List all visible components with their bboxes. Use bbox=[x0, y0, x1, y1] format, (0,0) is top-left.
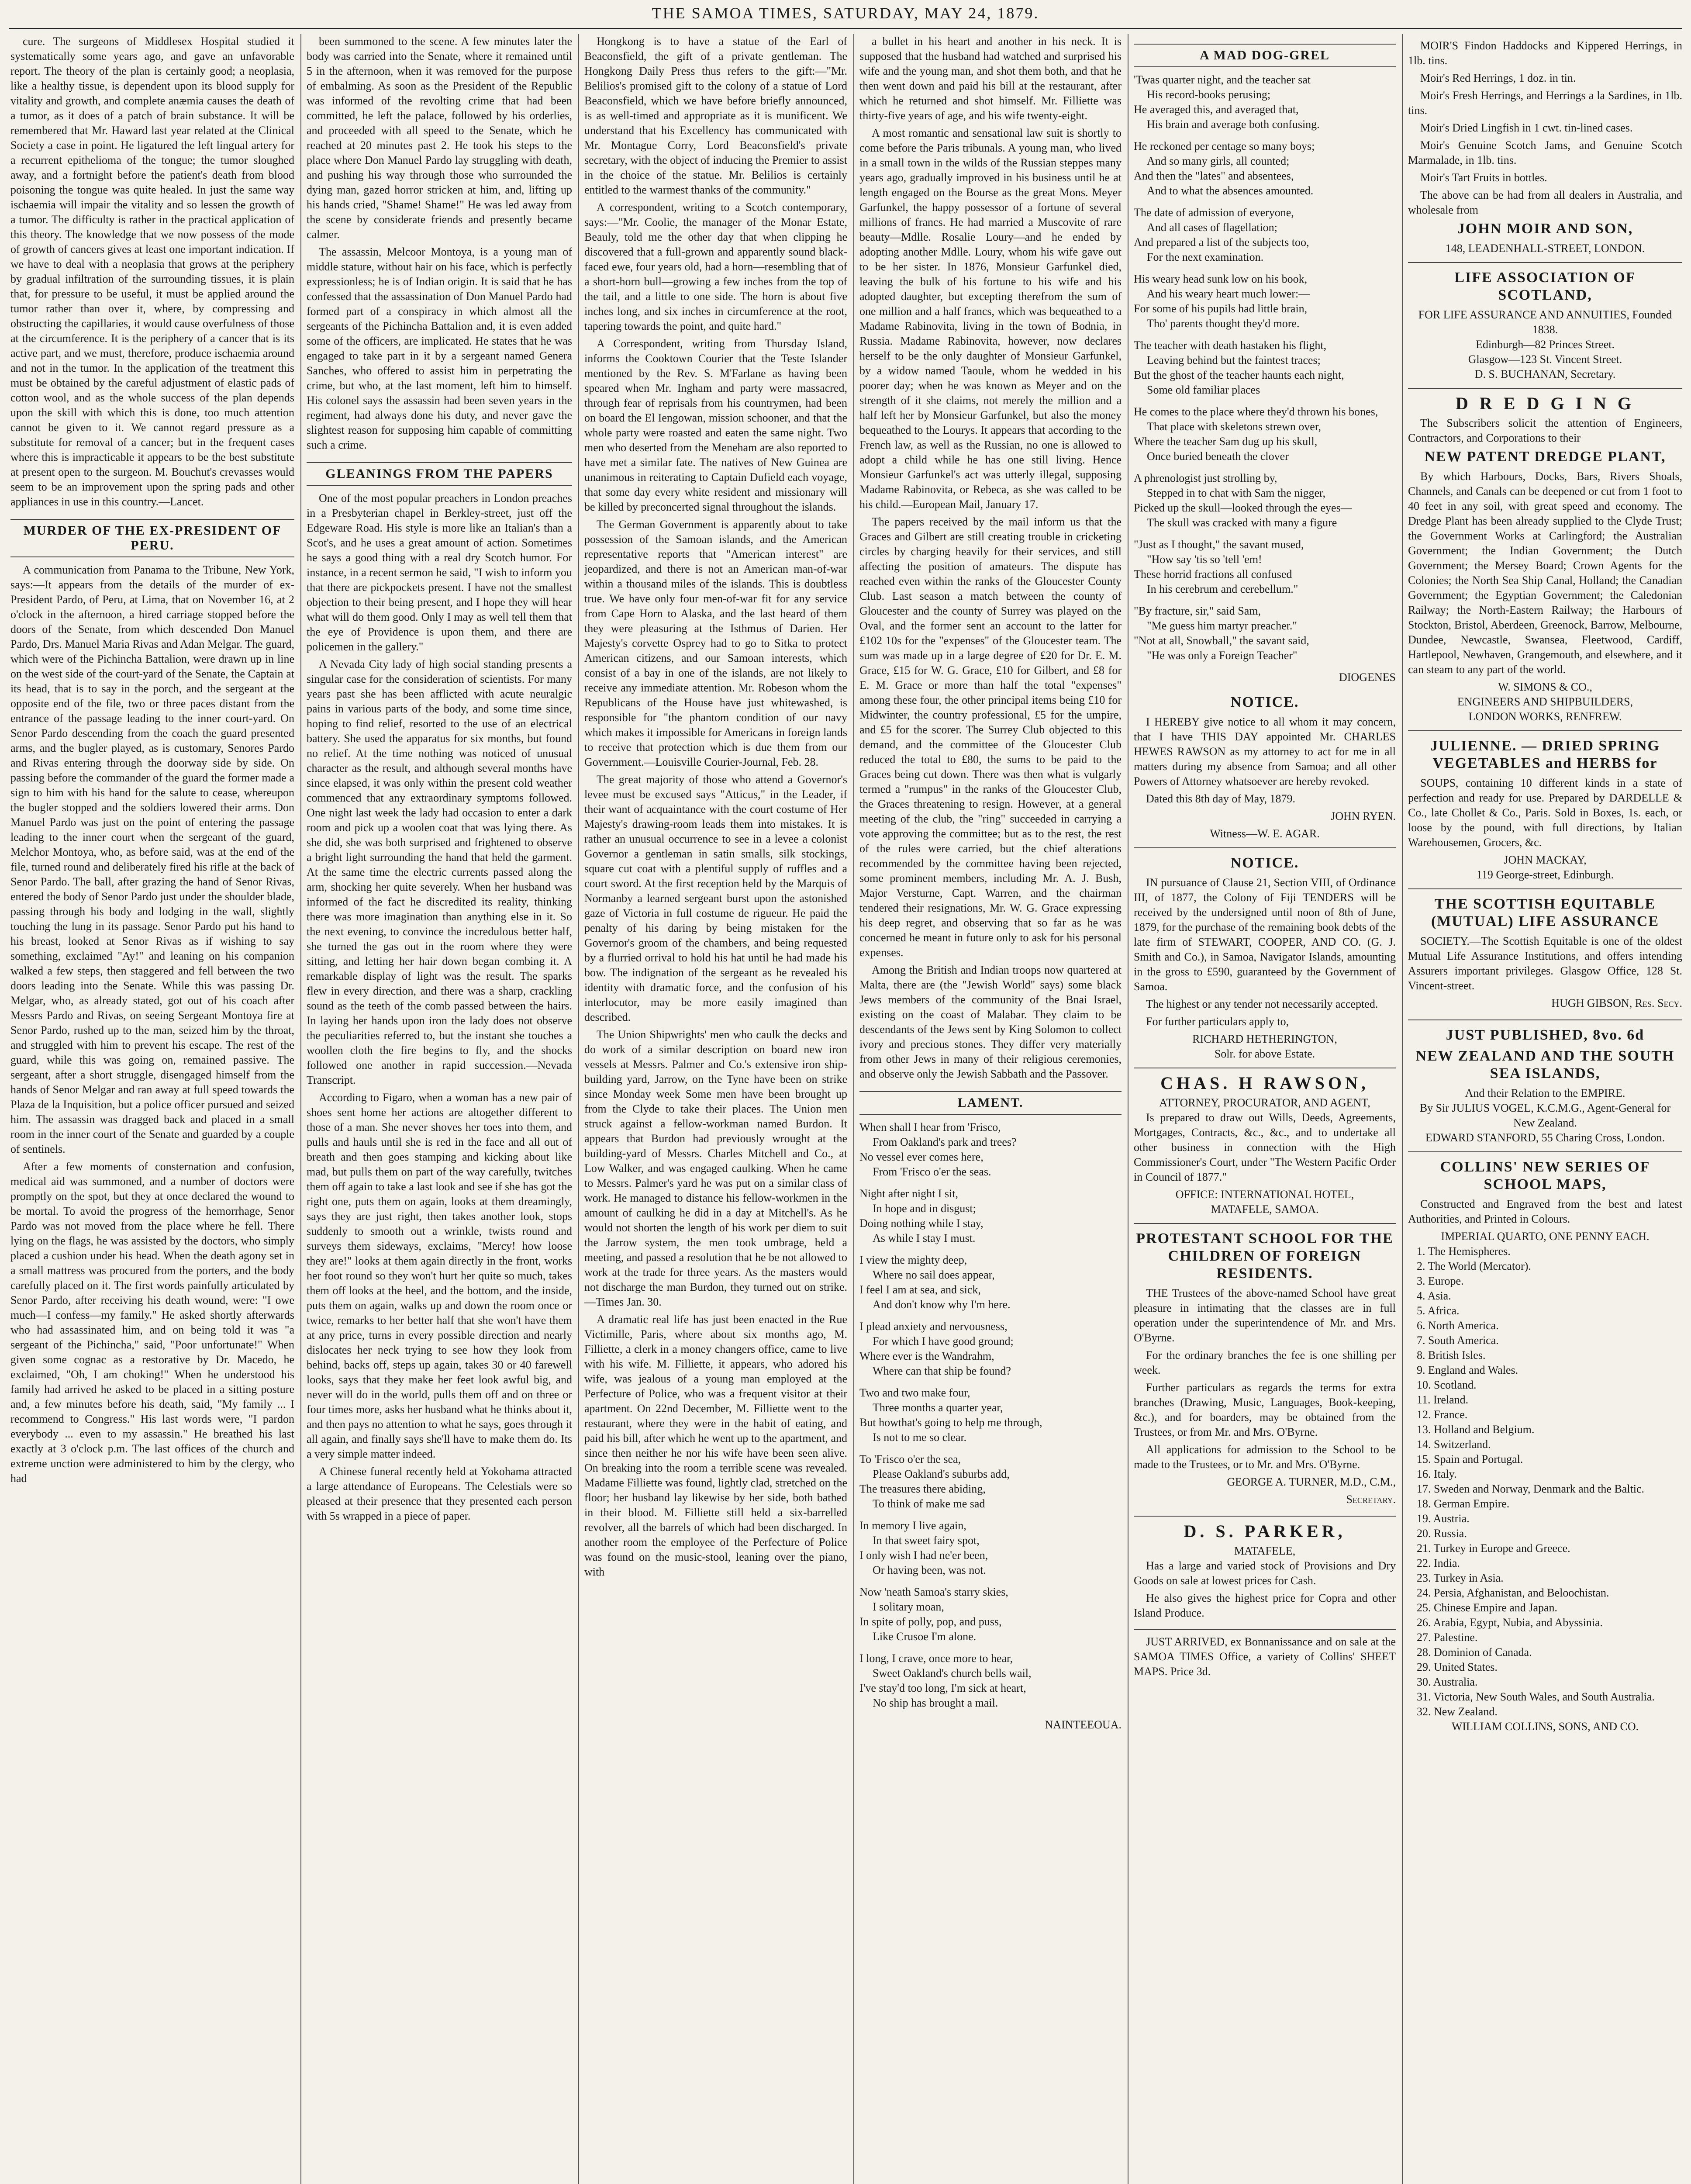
ad-address: Edinburgh—82 Princes Street. bbox=[1476, 338, 1615, 351]
poem-line: When shall I hear from 'Frisco, bbox=[859, 1121, 1001, 1133]
poem-line: The teacher with death hastaken his flight, bbox=[1134, 339, 1327, 352]
column-3 bbox=[584, 34, 847, 2184]
map-list-item: 10. Scotland. bbox=[1417, 1379, 1477, 1391]
murder-paragraph: A communication from Panama to the Tribune, New York, says:—It appears from the details of the murder of ex-President Pardo, of Peru, at Lima, that on November 16, at 2 o'clock in the afternoon, a hired carriage stopped before the doors of the Senate, from which descended Don Manuel Pardo, Drs. Manuel Maria Rivas and Adan Melgar. The guard, which were of the Pichincha Battalion, were drawn up in line on the west side of the court-yard of the Senate, the Captain at its head, that is to say in the porch, and the sergeant at the opposite end of the file, two or three paces distant from the entrance of the passage leading to the inner court-yard. On Senor Pardo descending from the coach the guard presented arms, and the bugler played, as is customary, Senores Pardo and Rivas entering through the doorway side by side. On passing before the commander of the guard the former made a sign to him with his hand for the salute to cease, whereupon the bugler stopped and the soldiers lowered their arms. Don Manuel Pardo was just on the point of entering the passage leading to the inner court when the sergeant of the guard, Melchor Montoya, who, as before said, was at the end of the file, turned round and deliberately fired his rifle at the back of Senor Pardo. The ball, after grazing the hand of Senor Rivas, entered the body of Senor Pardo just under the shoulder blade, passing through his body and lodging in the wall, slightly touching the lung in its passage. Senor Pardo put his hand to his breast, looked at Senor Rivas as if wishing to say something, exclaimed "Ay!" and leaning on his companion walked a few steps, then staggered and fell between the two doors leading into the Senate. While this was passing Dr. Melgar, who, as already stated, got out of his coach after Messrs Pardo and Rivas, on seeing Sergeant Montoya fire at Senor Pardo, rushed up to the man, seized him by the throat, and struggled with him to prevent his escape. The rest of the guard, while this was going on, remained passive. The sergeant, after a short struggle, disengaged himself from the hands of Senor Melgar and ran away at full speed towards the Plaza de la Inquisition, but a police officer pursued and seized him. The assassin was dragged back and placed in a small room in the inner court of the Senate and guarded by a couple of sentinels. bbox=[10, 563, 294, 1155]
ad-signature: HUGH GIBSON, Res. Secy. bbox=[1551, 997, 1682, 1009]
ad-title: COLLINS' NEW SERIES OF SCHOOL MAPS, bbox=[1440, 1159, 1650, 1192]
murder-headline: MURDER OF THE EX-PRESIDENT OF PERU. bbox=[10, 519, 294, 557]
cancer-article-text: cure. The surgeons of Middlesex Hospital studied it systematically some years ago, and gave an unfavorable report. The theory of the plan is certainly good; a neoplasia, like a healthy tissue, is dependent upon its blood supply for vitality and growth, and complete anæmia causes the death of a tumor, as it does of a patch of brain substance. It will be remembered that Mr. Haward last year related at the Clinical Society a case in point. He ligatured the left lingual artery for a recurrent epithelioma of the tongue; the tumor sloughed away, and a fortnight before the patient's death from blood poisoning the tongue was quite healed. In just the same way ischaemia will impair the vitality and so lessen the growth of a tumor. The difficulty is rather in the practical application of this theory. The knowledge that we now possess of the mode of growth of cancers gives at least one important indication. If we have to deal with a neoplasia that grows at the periphery by gradual infiltration of the surrounding tissues, it is plain that, for pressure to be useful, it must be applied around the tumor rather than over it, where, by compressing and obstructing the capillaries, it would cause overfulness of those at the circumference. It is the periphery of a cancer that is its active part, and we must, therefore, produce ischaemia around and not in the tumor. In the application of the treatment this must be obtained by the careful adjustment of elastic pads of cotton wool, and as the whole success of the plan depends upon the skill with which this is done, too much attention cannot be given to it. We cannot regard pressure as a substitute for removal of a cancer; but in the frequent cases where this is impracticable it appears to be the best substitute at present open to the surgeon. M. Bouchut's crevasses would seem to be an improvement upon the spring pads and other appliances in use in this country.—Lancet. bbox=[10, 35, 294, 508]
poem-line: Please Oakland's suburbs add, bbox=[873, 1468, 1010, 1480]
map-list-item: 2. The World (Mercator). bbox=[1417, 1260, 1531, 1272]
stanza-gap bbox=[859, 1711, 1122, 1717]
ad-title: THE SCOTTISH EQUITABLE (MUTUAL) LIFE ASSURANCE bbox=[1431, 896, 1660, 930]
map-list-item: 26. Arabia, Egypt, Nubia, and Abyssinia. bbox=[1417, 1616, 1603, 1629]
poem-line: And don't know why I'm here. bbox=[873, 1298, 1011, 1311]
map-list-item: 25. Chinese Empire and Japan. bbox=[1417, 1601, 1558, 1614]
map-list-item: 11. Ireland. bbox=[1417, 1393, 1469, 1406]
ad-title: D. S. PARKER, bbox=[1184, 1521, 1346, 1541]
map-list-item: 22. India. bbox=[1417, 1557, 1460, 1569]
ad-body: All applications for admission to the School to be made to the Trustees, or to Mr. and Mrs. O'Byrne. bbox=[1134, 1443, 1396, 1471]
ad-body: THE Trustees of the above-named School have great pleasure in intimating that the classes are in full operation under the superintendence of Mr. and Mrs. O'Byrne. bbox=[1134, 1287, 1396, 1344]
lament-poem bbox=[859, 1120, 1122, 1717]
ad-title: CHAS. H RAWSON, bbox=[1160, 1073, 1369, 1093]
column-1 bbox=[10, 34, 294, 2184]
poem-line: Picked up the skull—looked through the eyes— bbox=[1134, 501, 1352, 514]
poem-line: As while I stay I must. bbox=[873, 1232, 976, 1244]
ad-line: MOIR'S Findon Haddocks and Kippered Herrings, in 1lb. tins. bbox=[1408, 39, 1682, 67]
ad-scottish-equitable bbox=[1408, 889, 1682, 1020]
notice-attorney bbox=[1134, 688, 1396, 848]
map-list-item: 8. British Isles. bbox=[1417, 1349, 1486, 1362]
poem-line: The skull was cracked with many a figure bbox=[1147, 516, 1337, 529]
stanza-gap bbox=[859, 1379, 1122, 1386]
news-item: Among the British and Indian troops now quartered at Malta, there are (the "Jewish World" says) some black Jews members of the community of the Bnai Israel, existing on the coast of Malabar. They claim to be descendants of the Jews sent by King Solomon to collect ivory and precious stones. They differ very materially from other Jews in many of their religious ceremonies, and observe only the Jewish Sabbath and the Passover. bbox=[859, 964, 1122, 1080]
map-list-item: 28. Dominion of Canada. bbox=[1417, 1646, 1532, 1659]
map-list-item: 23. Turkey in Asia. bbox=[1417, 1572, 1504, 1584]
poem-line: In hope and in disgust; bbox=[873, 1202, 976, 1215]
poem-line: Now 'neath Samoa's starry skies, bbox=[859, 1586, 1008, 1598]
poem-line: Where the teacher Sam dug up his skull, bbox=[1134, 435, 1318, 448]
lament-title: LAMENT. bbox=[859, 1091, 1122, 1115]
ad-dredging bbox=[1408, 389, 1682, 731]
ad-address: Glasgow—123 St. Vincent Street. bbox=[1468, 353, 1622, 366]
murder-paragraph: After a few moments of consternation and confusion, medical aid was summoned, and a number of doctors were promptly on the spot, but they at once declared the wound to be mortal. To avoid the progress of the hemorrhage, Senor Pardo was not moved from the place where he fell. There lying on the flags, he was assisted by the doctors, who simply placed a cushion under his head. When the death agony set in a small mattress was procured from the porters, and the body carefully placed on it. The first words painfully articulated by Senor Pardo, after receiving his death wound, were: "I owe much—I confess—my family." He asked shortly afterwards who had assassinated him, and on being told it was "a sergeant of the Pichincha," said, "Poor unfortunate!" When given some cognac as a restorative by Dr. Macedo, he exclaimed, "Oh, I am choking!" When he understood his family had arrived he asked to be placed in a sitting posture and, a few minutes before his death, said, "My family ... I recommend to Congress." His last words were, "I pardon everybody ... even to my assassin." He breathed his last exactly at 3 o'clock p.m. The last offices of the church and extreme unction were administered to him by the clergy, who had bbox=[10, 1160, 294, 1485]
ad-line: Moir's Fresh Herrings, and Herrings a la Sardines, in 1lb. tins. bbox=[1408, 89, 1682, 117]
ad-collins-maps bbox=[1408, 1152, 1682, 1740]
column-4 bbox=[859, 34, 1122, 2184]
map-list-item: 13. Holland and Belgium. bbox=[1417, 1423, 1535, 1436]
masthead-rule bbox=[9, 28, 1682, 29]
ad-rawson bbox=[1134, 1068, 1396, 1224]
poem-line: In that sweet fairy spot, bbox=[873, 1534, 980, 1547]
map-list-item: 1. The Hemispheres. bbox=[1417, 1245, 1511, 1258]
stanza-gap bbox=[1134, 464, 1396, 471]
ad-heading: NEW PATENT DREDGE PLANT, bbox=[1424, 449, 1666, 465]
map-list-item: 17. Sweden and Norway, Denmark and the Baltic. bbox=[1417, 1482, 1645, 1495]
ad-signature: GEORGE A. TURNER, M.D., C.M., bbox=[1227, 1476, 1396, 1488]
stanza-gap bbox=[859, 1179, 1122, 1186]
stanza-gap bbox=[1134, 265, 1396, 272]
map-list-item: 32. New Zealand. bbox=[1417, 1705, 1498, 1718]
poem-line: Sweet Oakland's church bells wail, bbox=[873, 1667, 1032, 1679]
poem-line: The treasures there abiding, bbox=[859, 1482, 986, 1495]
poem-line: "Me guess him martyr preacher." bbox=[1147, 619, 1297, 632]
stanza-gap bbox=[859, 1445, 1122, 1452]
poem-line: I plead anxiety and nervousness, bbox=[859, 1320, 1008, 1333]
poem-line: For some of his pupils had little brain, bbox=[1134, 302, 1308, 315]
poem-line: No ship has brought a mail. bbox=[873, 1697, 998, 1709]
notice-body: For further particulars apply to, bbox=[1146, 1015, 1289, 1028]
column-divider bbox=[300, 34, 301, 2184]
poem-line: Stepped in to chat with Sam the nigger, bbox=[1147, 487, 1326, 499]
map-list-item: 19. Austria. bbox=[1417, 1512, 1470, 1525]
notice-body: IN pursuance of Clause 21, Section VIII, of Ordinance III, of 1877, the Colony of Fiji TENDERS will be received by the undersigned until noon of 8th of June, 1879, for the purchase of the remaining book debts of the late firm of STEWART, COOPER, AND CO. (G. J. Smith and Co.), in Samoa, Navigator Islands, amounting in the gross to £590, guaranteed by the Government of Samoa. bbox=[1134, 876, 1396, 993]
map-list-item: 16. Italy. bbox=[1417, 1468, 1457, 1480]
ad-body: By which Harbours, Docks, Bars, Rivers Shoals, Channels, and Canals can be deepened or cut from 1 foot to 40 feet in any soil, with great speed and economy. The Dredge Plant has been already supplied to the Clyde Trust; the Government Works at Carlingford; the Australian Government; the Indian Government; the Dutch Government; the Mersey Board; Crown Agents for the Colonies; the North Sea Ship Canal, Holland; the Canadian Government; the Egyptian Government; the Caledonian Railway; the North-Eastern Railway; the Harbours of Stockton, Bristol, Aberdeen, Greenock, Barrow, Melbourne, Dundee, Newcastle, Swansea, Fleetwood, Cardiff, Hartlepool, Newhaven, Grangemouth, and elsewhere, and it can steam to any part of the world. bbox=[1408, 470, 1682, 676]
column-divider bbox=[1402, 34, 1403, 2184]
map-list-item: 6. North America. bbox=[1417, 1319, 1499, 1332]
ad-name: JOHN MOIR AND SON, bbox=[1457, 221, 1633, 237]
poem-line: The date of admission of everyone, bbox=[1134, 206, 1294, 219]
gleanings-item: A Nevada City lady of high social standing presents a singular case for the consideration of scientists. For many years past she has been afflicted with acute neuralgic pains in various parts of the body, and some time since, hoping to find relief, resorted to the use of an electrical battery. She used the apparatus for six months, but found no relief. At the time nothing was noticed of unusual character as the result, and although several months have since elapsed, it was only within the present cold weather commenced that any extraordinary symptoms followed. One night last week the lady had occasion to enter a dark room and pick up a woolen coat that was lying there. As she did, she was both surprised and frightened to observe a bright light surrounding the hand that held the garment. At the same time the electric currents passed along the arm, shocking her quite severely. When her husband was informed of the fact he discredited its reality, thinking there was more imagination than anything else in it. So the next evening, to convince the incredulous better half, she turned the gas out in the room where they were sitting, and letting her hair down began combing it. A remarkable display of light was the result. The sparks flew in every direction, and there was a sharp, crackling sound as the teeth of the comb passed between the hairs. In laying her hands upon iron the lady does not observe the peculiarities referred to, but the instant she touches a woollen cloth the fire begins to fly, and the shocks followed one another in rapid succession.—Nevada Transcript. bbox=[307, 658, 572, 1086]
doggrel-signature: DIOGENES bbox=[1339, 671, 1396, 684]
poem-line: Once buried beneath the clover bbox=[1147, 450, 1289, 463]
ad-body: The Subscribers solicit the attention of Engineers, Contractors, and Corporations to their bbox=[1408, 417, 1682, 444]
poem-line: "Not at all, Snowball," the savant said, bbox=[1134, 634, 1309, 647]
poem-line: "He was only a Foreign Teacher" bbox=[1147, 649, 1298, 662]
ad-subtitle: FOR LIFE ASSURANCE AND ANNUITIES, Founded 1838. bbox=[1418, 308, 1672, 336]
news-item: A correspondent, writing to a Scotch contemporary, says:—"Mr. Coolie, the manager of the Monar Estate, Beauly, told me the other day that when clipping he discovered that a full-grown and apparently sound black-faced ewe, four years old, had a horn—resembling that of a short-horn bull—growing a few inches from the top of the tail, and a little to one side. The horn is about five inches long, and six inches in circumference at the root, tapering towards the point, and quite hard." bbox=[584, 201, 847, 332]
poem-line: I've stay'd too long, I'm sick at heart, bbox=[859, 1682, 1026, 1694]
map-list-item: 30. Australia. bbox=[1417, 1676, 1478, 1688]
ad-subtitle: ENGINEERS AND SHIPBUILDERS, bbox=[1457, 695, 1633, 708]
ad-price: IMPERIAL QUARTO, ONE PENNY EACH. bbox=[1441, 1230, 1650, 1243]
ad-body: Further particulars as regards the terms for extra branches (Drawing, Music, Languages, Book-keeping, &c.), and for boarders, may be obtained from the Trustees, or from Mr. and Mrs. O'Byrne. bbox=[1134, 1381, 1396, 1438]
ad-body: Has a large and varied stock of Provisions and Dry Goods on sale at lowest prices for Cash. bbox=[1134, 1559, 1396, 1587]
ad-line: The above can be had from all dealers in Australia, and wholesale from bbox=[1408, 189, 1682, 216]
ad-publisher: EDWARD STANFORD, 55 Charing Cross, London. bbox=[1425, 1131, 1665, 1144]
ad-body: SOCIETY.—The Scottish Equitable is one of the oldest Mutual Life Assurance Institutions, and offers intending Assurers important privileges. Glasgow Office, 128 St. Vincent-street. bbox=[1408, 935, 1682, 992]
notice-signature-role: Solr. for above Estate. bbox=[1214, 1047, 1315, 1060]
map-list-item: 7. South America. bbox=[1417, 1334, 1499, 1347]
poem-line: Like Crusoe I'm alone. bbox=[873, 1630, 977, 1643]
poem-line: Some old familiar places bbox=[1147, 384, 1260, 396]
stanza-gap bbox=[1134, 530, 1396, 537]
ad-school bbox=[1134, 1224, 1396, 1517]
news-item: A Correspondent, writing from Thursday Island, informs the Cooktown Courier that the Teste Islander mentioned by the Rev. S. M'Farlane as having been speared when Mr. Ingham and party were massacred, through fear of reprisals from his countrymen, had been on board the El Iengowan, mission schooner, and that the whole party were roasted and eaten the same night. Two men who deserted from the Meneham are also reported to have met a similar fate. The natives of New Guinea are unanimous in reiterating to Captain Dufield each voyage, that some day every white resident and missionary will be killed by preconcerted signal throughout the islands. bbox=[584, 337, 847, 513]
news-item: The Union Shipwrights' men who caulk the decks and do work of a similar description on board new iron vessels at Messrs. Palmer and Co.'s extensive iron ship-building yard, Jarrow, on the Tyne have been on strike since Monday week Some men have been brought up from the Clyde to take their places. The Union men struck against a fellow-workman named Burdon. It appears that Burdon had previously wrought at the building-yard of Messrs. Charles Mitchell and Co., at Low Walker, and was engaged caulking. When he came to Messrs. Palmer's yard he was put on a similar class of work. He managed to distance his fellow-workmen in the amount of caulking he did in a day at Mitchell's. As he would not shorten the length of his work per diem to suit the Jarrow system, the men took umbrage, held a meeting, and passed a resolution that he be not allowed to work at the trade for three years. As the masters would not discharge the man Burdon, they turned out on strike.—Times Jan. 30. bbox=[584, 1028, 847, 1308]
ad-subtitle: NEW ZEALAND AND THE SOUTH SEA ISLANDS, bbox=[1415, 1048, 1675, 1082]
poem-line: "How say 'tis so 'tell 'em! bbox=[1147, 553, 1262, 566]
ad-title: PROTESTANT SCHOOL FOR THE CHILDREN OF FOREIGN RESIDENTS. bbox=[1136, 1230, 1394, 1282]
ad-title: JUST PUBLISHED, 8vo. 6d bbox=[1446, 1027, 1645, 1043]
ad-body: He also gives the highest price for Copra and other Island Produce. bbox=[1134, 1592, 1396, 1619]
ad-line: Moir's Dried Lingfish in 1 cwt. tin-lined cases. bbox=[1420, 121, 1633, 134]
poem-line: I feel I am at sea, and sick, bbox=[859, 1283, 981, 1296]
ad-moir bbox=[1408, 34, 1682, 263]
ad-place: MATAFELE, bbox=[1234, 1545, 1296, 1557]
poem-line: His weary head sunk low on his book, bbox=[1134, 273, 1308, 285]
stanza-gap bbox=[859, 1578, 1122, 1585]
ad-address: 148, LEADENHALL-STREET, LONDON. bbox=[1445, 242, 1645, 255]
doggrel-poem bbox=[1134, 73, 1396, 670]
poem-line: And to what the absences amounted. bbox=[1147, 184, 1314, 197]
ad-julienne bbox=[1408, 731, 1682, 889]
poem-line: His record-books perusing; bbox=[1147, 88, 1271, 101]
poem-line: But howthat's going to help me through, bbox=[859, 1416, 1042, 1429]
poem-line: And his weary heart much lower:— bbox=[1147, 287, 1310, 300]
stanza-gap bbox=[1134, 663, 1396, 670]
stanza-gap bbox=[859, 1511, 1122, 1518]
ad-title: JULIENNE. — DRIED SPRING VEGETABLES and HERBS for bbox=[1430, 738, 1660, 771]
map-list-item: 21. Turkey in Europe and Greece. bbox=[1417, 1542, 1570, 1555]
ad-life-association bbox=[1408, 263, 1682, 389]
gleanings-headline: GLEANINGS FROM THE PAPERS bbox=[307, 462, 572, 486]
ad-just-published bbox=[1408, 1020, 1682, 1152]
ad-title: D R E D G I N G bbox=[1455, 394, 1635, 413]
stanza-gap bbox=[1134, 198, 1396, 205]
news-item: A most romantic and sensational law suit is shortly to come before the Paris tribunals. A young man, who lived in a small town in the wilds of the Russian steppes many years ago, gradually improved in his business until he at length engaged on the Bourse as the great Mons. Meyer Garfunkel, the happy possessor of a fortune of several millions of francs. He had married a Muscovite of rare beauty—Mdlle. Rosalie Loury—and he ended by adopting another Mdlle. Loury, whom his wife gave out to be her sister. In 1876, Monsieur Garfunkel died, leaving the bulk of his fortune to his wife and his adopted daughter, but excepting therefrom the sum of one million and a half francs, which was bequeathed to a Madame Rabinovita, living in the town of Bodnia, in Russia. Madame Rabinovita, however, now declares herself to be the only daughter of Monsieur Garfunkel, by a widow named Taoule, whom he wedded in his poorer day; when he was known as Meyer and on the strength of it she claims, not merely the million and a half left her by Monsieur Garfunkel, but also the money bequeathed to the Lourys. It appears that according to the French law, as well as the Russian, no one is allowed to adopt a child while he has one still living. Hence Monsieur Garfunkel's act was utterly illegal, supposing Madame Rabinovita, or Rebeca, as she was called to be his child.—European Mail, January 17. bbox=[859, 127, 1122, 511]
poem-line: He comes to the place where they'd thrown his bones, bbox=[1134, 405, 1378, 418]
poem-line: Where can that ship be found? bbox=[873, 1365, 1011, 1377]
stanza-gap bbox=[859, 1246, 1122, 1253]
ad-address: 119 George-street, Edinburgh. bbox=[1476, 868, 1614, 881]
map-list-item: 18. German Empire. bbox=[1417, 1497, 1510, 1510]
map-list-item: 5. Africa. bbox=[1417, 1304, 1460, 1317]
poem-line: 'Twas quarter night, and the teacher sat bbox=[1134, 73, 1311, 86]
news-item: The papers received by the mail inform us that the Graces and Gilbert are still creating trouble in cricketing circles by charging heavily for their services, and still affecting the position of amateurs. The dispute has reached even within the ranks of the Gloucester County Club. Last season a match between the county of Gloucester and the county of Surrey was played on the Oval, and the former sent an account to the latter for £102 10s for the "expenses" of the Gloucester team. The sum was made up in a large degree of £20 for Dr. E. M. Grace, £15 for W. G. Grace, £10 for Gilbert, and £8 for E. M. Grace or more than half the total "expenses" among these four, the other principal items being £10 for Midwinter, the country professional, £5 for the umpire, and £5 for the scorer. The Surrey Club objected to this demand, and the committee of the Gloucester Club reduced the total to £80, the sums to be paid to the Graces being cut down. There was then what is vulgarly termed a "rumpus" in the ranks of the Gloucester Club, the Graces threatening to resign. However, at a general meeting of the club, the "ring" succeeded in carrying a vote approving the committee; but as to the rest, the rest of the rules were carried, but the chief alterations recommended by the committee having been rejected, some prominent members, including Mr. A. J. Bush, Major Versturne, Capt. Warren, and the chairman tendered their resignations, Mr. W. G. Grace expressing his deep regret, and observing that so far as he was concerned he meant in future only to ask for his personal expenses. bbox=[859, 515, 1122, 959]
poem-line: Is not to me so clear. bbox=[873, 1431, 967, 1444]
map-list-item: 14. Switzerland. bbox=[1417, 1438, 1491, 1451]
poem-line: These horrid fractions all confused bbox=[1134, 568, 1292, 581]
ad-title: LIFE ASSOCIATION OF SCOTLAND, bbox=[1454, 270, 1636, 303]
ad-line: Moir's Red Herrings, 1 doz. in tin. bbox=[1420, 72, 1576, 84]
maps-list bbox=[1408, 1244, 1682, 1719]
ad-body: Is prepared to draw out Wills, Deeds, Agreements, Mortgages, Contracts, &c., &c., and to undertake all other business in connection with the High Commissioner's Court, under "The Western Pacific Order in Council of 1877." bbox=[1134, 1111, 1396, 1183]
poem-line: Night after night I sit, bbox=[859, 1187, 959, 1200]
news-item: The German Government is apparently about to take possession of the Samoan islands, and the American representative reports that "American interest" are jeopardized, and there is not an American man-of-war within a thousand miles of the islands. This is doubtless true. We have only four men-of-war fit for any service from Cape Horn to Alaska, and the last heard of them they were pleasuring at the Isthmus of Darien. Her Majesty's corvette Osprey had to go to Sitka to protect American citizens, and our Samoan interests, which consist of a bay in one of the islands, are not likely to receive any immediate attention. Mr. Robeson whom the Republicans of the House have just whitewashed, is responsible for "the phantom condition of our navy which makes it impossible for Americans in foreign lands to receive that protection which is due them from our Government.—Louisville Courier-Journal, Feb. 28. bbox=[584, 518, 847, 768]
ad-signature-role: Secretary. bbox=[1346, 1493, 1396, 1506]
ad-maps-arrived bbox=[1134, 1630, 1396, 1688]
poem-line: To 'Frisco o'er the sea, bbox=[859, 1453, 961, 1465]
poem-line: For which I have good ground; bbox=[873, 1335, 1014, 1348]
ad-author: By Sir JULIUS VOGEL, K.C.M.G., Agent-General for New Zealand. bbox=[1419, 1102, 1671, 1129]
poem-line: I solitary moan, bbox=[873, 1600, 944, 1613]
notice-witness: Witness—W. E. AGAR. bbox=[1210, 827, 1320, 840]
poem-line: Leaving behind but the faintest traces; bbox=[1147, 354, 1321, 366]
gleanings-item: According to Figaro, when a woman has a new pair of shoes sent home her actions are altogether different to those of a man. She never shoves her toes into them, and pulls and hauls until she is red in the face and all out of breath and then goes stamping and kicking about like mad, but pulls them on part of the way carefully, twitches them off again to take a last look and see if she has got the right one, puts them on again, looks at them dreamingly, says they are just right, then takes another look, stops suddenly to smooth out a wrinkle, twists round and surveys them sideways, exclaims, "Mercy! how loose they are!" looks at them again directly in the front, works her foot round so they won't hurt her quite so much, takes them off looks at the heel, and the bottom, and the inside, puts them on again, walks up and down the room once or twice, remarks to her better half that she won't have them at any price, turns in every possible direction and nearly dislocates her neck trying to see how they look from behind, backs off, steps up again, takes 30 or 40 farewell looks, says that they make her feet look awful big, and never will do in the world, pulls them off and on three or four times more, asks her husband what he thinks about it, and then pays no attention to what he says, goes through it all again, and finally says she'll have to make them do. Its a very simple matter indeed. bbox=[307, 1091, 572, 1460]
ad-name: JOHN MACKAY, bbox=[1504, 854, 1587, 866]
ad-body: SOUPS, containing 10 different kinds in a state of perfection and ready for use. Prepared by DARDELLE & Co., late Chollet & Co., Paris. Sold in Boxes, 1s. each, or loose by the pound, with full directions, by Italian Warehousemen, Grocers, &c. bbox=[1408, 777, 1682, 849]
ad-place: LONDON WORKS, RENFREW. bbox=[1468, 710, 1622, 723]
stanza-gap bbox=[859, 1312, 1122, 1319]
poem-line: For the next examination. bbox=[1147, 251, 1264, 263]
poem-line: Where ever is the Wandrahm, bbox=[859, 1350, 994, 1362]
poem-line: And prepared a list of the subjects too, bbox=[1134, 236, 1309, 249]
masthead: THE SAMOA TIMES, SATURDAY, MAY 24, 1879. bbox=[652, 4, 1039, 22]
map-list-item: 24. Persia, Afghanistan, and Beloochistan. bbox=[1417, 1586, 1609, 1599]
map-list-item: 20. Russia. bbox=[1417, 1527, 1467, 1540]
ad-name: W. SIMONS & CO., bbox=[1498, 681, 1592, 693]
poem-line: And all cases of flagellation; bbox=[1147, 221, 1277, 234]
poem-line: "By fracture, sir," said Sam, bbox=[1134, 605, 1261, 617]
poem-line: In spite of polly, pop, and puss, bbox=[859, 1615, 1002, 1628]
poem-line: I view the mighty deep, bbox=[859, 1254, 967, 1266]
lament-signature: NAINTEEOUA. bbox=[1045, 1718, 1122, 1731]
ad-secretary: D. S. BUCHANAN, Secretary. bbox=[1474, 368, 1616, 380]
poem-line: And so many girls, all counted; bbox=[1147, 155, 1290, 167]
poem-line: In memory I live again, bbox=[859, 1519, 966, 1532]
notice-tenders bbox=[1134, 848, 1396, 1068]
news-item: The great majority of those who attend a Governor's levee must be excused says "Atticus," in the Leader, if their want of acquaintance with the court costume of Her Majesty's drawing-room leads them into mistakes. It is rather an unusual occurrence to see in a levee a colonist Governor a gentleman in satin smalls, silk stockings, square cut coat with a plentiful supply of ruffles and a court sword. At the first reception held by the Marquis of Normanby a learned sergeant burst upon the astonished gaze of Victoria in full costume de rigueur. He paid the penalty of his daring by being mistaken for the Governor's groom of the chambers, and being requested by a flurried orrival to hold his hat until he had made his bow. The indignation of the sergeant as he revealed his identity with dramatic force, and the confusion of his interlocutor, may be more easily imagined than described. bbox=[584, 773, 847, 1023]
notice-signature: JOHN RYEN. bbox=[1331, 810, 1396, 822]
poem-line: From 'Frisco o'er the seas. bbox=[873, 1165, 991, 1178]
ad-line: Moir's Genuine Scotch Jams, and Genuine Scotch Marmalade, in 1lb. tins. bbox=[1408, 139, 1682, 166]
gleanings-item: A Chinese funeral recently held at Yokohama attracted a large attendance of Europeans. The Celestials were so pleased at their presence that they presented each person with 5s wrapped in a piece of paper. bbox=[307, 1465, 572, 1522]
doggrel-title: A MAD DOG-GREL bbox=[1134, 44, 1396, 67]
poem-line: "Just as I thought," the savant mused, bbox=[1134, 538, 1304, 551]
map-list-item: 3. Europe. bbox=[1417, 1275, 1464, 1287]
stanza-gap bbox=[1134, 597, 1396, 604]
ad-body: For the ordinary branches the fee is one shilling per week. bbox=[1134, 1349, 1396, 1376]
notice-body: I HEREBY give notice to all whom it may concern, that I have THIS DAY appointed Mr. CHARLES HEWES RAWSON as my attorney to act for me in all matters during my absence from Samoa; and all other Powers of Attorney whatsoever are hereby revoked. bbox=[1134, 715, 1396, 788]
notice-body: The highest or any tender not necessarily accepted. bbox=[1146, 998, 1378, 1010]
map-list-item: 12. France. bbox=[1417, 1408, 1468, 1421]
ad-office: OFFICE: INTERNATIONAL HOTEL, bbox=[1175, 1188, 1354, 1201]
poem-line: But the ghost of the teacher haunts each night, bbox=[1134, 369, 1344, 381]
poem-line: Where no sail does appear, bbox=[873, 1268, 995, 1281]
map-list-item: 9. England and Wales. bbox=[1417, 1364, 1518, 1376]
poem-line: Doing nothing while I stay, bbox=[859, 1217, 984, 1230]
map-list-item: 29. United States. bbox=[1417, 1661, 1498, 1673]
stanza-gap bbox=[859, 1644, 1122, 1651]
ad-place: MATAFELE, SAMOA. bbox=[1211, 1203, 1319, 1216]
ad-publisher: WILLIAM COLLINS, SONS, AND CO. bbox=[1451, 1720, 1639, 1733]
ad-subtitle: ATTORNEY, PROCURATOR, AND AGENT, bbox=[1159, 1096, 1370, 1109]
poem-line: Three months a quarter year, bbox=[873, 1401, 1003, 1414]
column-divider bbox=[578, 34, 579, 2184]
gleanings-item: One of the most popular preachers in London preaches in a Presbyterian chapel in Berkley-street, just off the Edgeware Road. His style is more like an Italian's than a Scot's, and he uses a great amount of action. Sometimes he says a good thing with a real dry Scotch humor. For instance, in a recent sermon he said, "I wish to inform you that there are pickpockets present. I have not the smallest objection to their being present, and I hope they will hear what will do them good. Only I may as well tell them that the eye of Providence is upon them, and there are policemen in the gallery." bbox=[307, 492, 572, 653]
map-list-item: 4. Asia. bbox=[1417, 1289, 1451, 1302]
news-item: A dramatic real life has just been enacted in the Rue Victimille, Paris, where about six months ago, M. Filliette, a clerk in a money changers office, came to live with his wife. M. Filliette, it appears, who adored his wife, was jealous of a young man employed at the Perfecture of Police, who was a frequent visitor at their apartment. On 22nd December, M. Filliette went to the restaurant, where they were in the habit of eating, and paid his bill, after which he went up to the apartment, and since then neither he nor his wife have been seen alive. On breaking into the room a terrible scene was revealed. Madame Filliette was found, lightly clad, stretched on the floor; her husband lay likewise by her side, both bathed in their blood. M. Filliette still held a six-barrelled revolver, all the barrels of which had been discharged. In another room the employee of the Perfecture of Police was found on the music-stool, leaning over the piano, with bbox=[584, 1313, 847, 1578]
poem-line: His brain and average both confusing. bbox=[1147, 118, 1320, 131]
poem-line: Or having been, was not. bbox=[873, 1564, 986, 1576]
poem-line: He reckoned per centage so many boys; bbox=[1134, 140, 1315, 152]
poem-line: He averaged this, and averaged that, bbox=[1134, 103, 1299, 116]
stanza-gap bbox=[1134, 331, 1396, 338]
poem-line: I long, I crave, once more to hear, bbox=[859, 1652, 1013, 1665]
ad-body: JUST ARRIVED, ex Bonnanissance and on sale at the SAMOA TIMES Office, a variety of Collins' SHEET MAPS. Price 3d. bbox=[1134, 1635, 1396, 1678]
notice-date: Dated this 8th day of May, 1879. bbox=[1146, 792, 1296, 805]
pardo-paragraph: been summoned to the scene. A few minutes later the body was carried into the Senate, where it remained until 5 in the afternoon, when it was removed for the purpose of embalming. As soon as the President of the Republic was informed of the revolting crime that had been committed, he left the palace, followed by his orderlies, and proceeded with all speed to the Senate, which he reached at 20 minutes past 2. He took his steps to the place where Don Manuel Pardo lay struggling with death, and pushing his way through those who surrounded the dying man, gazed horror stricken at him, and, lifting up his hands cried, "Shame! Shame!" He was led away from the scene by considerate friends and presently became calmer. bbox=[307, 35, 572, 241]
poem-line: A phrenologist just strolling by, bbox=[1134, 472, 1277, 484]
poem-line: And then the "lates" and absentees, bbox=[1134, 169, 1294, 182]
stanza-gap bbox=[1134, 397, 1396, 404]
poem-line: I only wish I had ne'er been, bbox=[859, 1549, 988, 1562]
poem-line: From Oakland's park and trees? bbox=[873, 1136, 1017, 1148]
news-item: a bullet in his heart and another in his neck. It is supposed that the husband had watched and surprised his wife and the young man, and shot them both, and that he then went down and paid his bill at the restaurant, after which he returned and shot himself. Mr. Filliette was thirty-five years of age, and his wife twenty-eight. bbox=[859, 35, 1122, 122]
poem-line: No vessel ever comes here, bbox=[859, 1151, 984, 1163]
notice-title: NOTICE. bbox=[1230, 855, 1299, 871]
map-list-item: 27. Palestine. bbox=[1417, 1631, 1478, 1644]
poem-line: To think of make me sad bbox=[873, 1497, 985, 1510]
ad-body: And their Relation to the EMPIRE. bbox=[1465, 1087, 1625, 1099]
poem-line: That place with skeletons strewn over, bbox=[1147, 420, 1321, 433]
poem-line: Tho' parents thought they'd more. bbox=[1147, 317, 1300, 330]
poem-line: Two and two make four, bbox=[859, 1386, 970, 1399]
map-list-item: 31. Victoria, New South Wales, and South Australia. bbox=[1417, 1690, 1655, 1703]
notice-signature: RICHARD HETHERINGTON, bbox=[1192, 1033, 1337, 1045]
column-2 bbox=[307, 34, 572, 2184]
ad-line: Moir's Tart Fruits in bottles. bbox=[1420, 171, 1547, 184]
pardo-paragraph: The assassin, Melcoor Montoya, is a young man of middle stature, without hair on his face, which is perfectly expressionless; he is of Indian origin. It is said that he has confessed that the assassination of Don Manuel Pardo had formed part of a conspiracy in which almost all the sergeants of the Pichincha Battalion and, it is even added some of the officers, are implicated. He states that he was engaged to take part in it by a sergeant named Genera Sanches, who offered to assist him in perpetrating the crime, but who, at the last moment, left him to himself. His colonel says the assassin had been seven years in the regiment, had always done his duty, and never gave the slightest reason for supposing him capable of committing such a crime. bbox=[307, 245, 572, 451]
column-5 bbox=[1134, 34, 1396, 2184]
stanza-gap bbox=[1134, 132, 1396, 139]
ad-parker bbox=[1134, 1517, 1396, 1630]
column-6 bbox=[1408, 34, 1682, 2184]
notice-title: NOTICE. bbox=[1230, 694, 1299, 710]
column-divider bbox=[853, 34, 854, 2184]
ad-body: Constructed and Engraved from the best and latest Authorities, and Printed in Colours. bbox=[1408, 1198, 1682, 1225]
news-item: Hongkong is to have a statue of the Earl of Beaconsfield, the gift of a private gentleman. The Hongkong Daily Press thus refers to the gift:—"Mr. Belilios's promised gift to the colony of a statue of Lord Beaconsfield, which we have before briefly announced, is as well-timed and appropriate as it is munificent. We understand that his Excellency has communicated with Mr. Montague Corry, Lord Beaconsfield's private secretary, with the object of inducing the Premier to assist in the choice of the statue. Mr. Belilios is certainly entitled to the warmest thanks of the community." bbox=[584, 35, 847, 196]
poem-line: In his cerebrum and cerebellum." bbox=[1147, 583, 1298, 595]
map-list-item: 15. Spain and Portugal. bbox=[1417, 1453, 1523, 1465]
